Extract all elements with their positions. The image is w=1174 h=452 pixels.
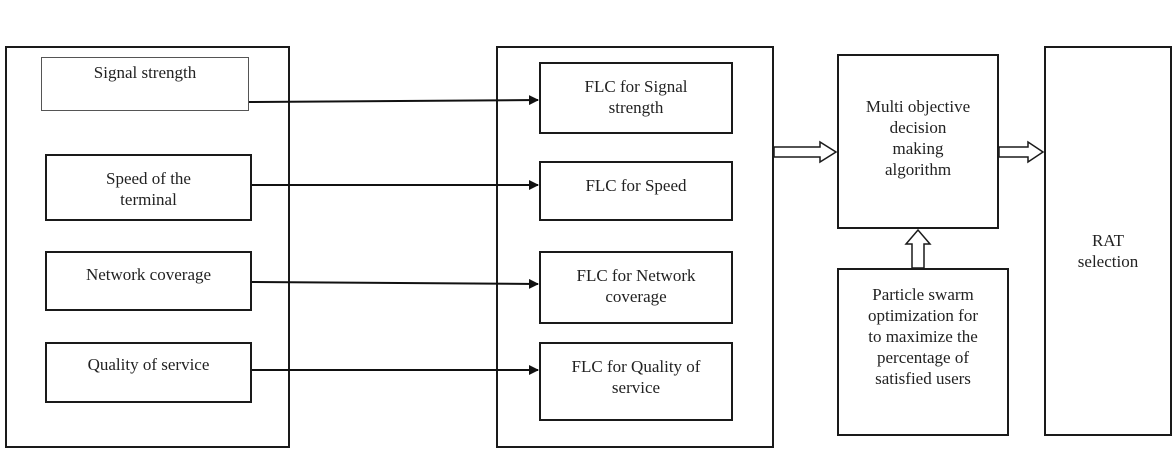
network-coverage-label: Network coverage xyxy=(85,265,212,284)
flc-signal-strength-label: FLC for Signal strength xyxy=(584,77,688,117)
flc-network-coverage-label: FLC for Network coverage xyxy=(576,266,696,306)
decision-algorithm-label: Multi objective decision making algorithm xyxy=(865,97,971,179)
rat-selection-label: RAT selection xyxy=(1077,231,1139,271)
block-arrow-pso-to-decision xyxy=(906,230,930,268)
flc-speed-label: FLC for Speed xyxy=(585,176,687,195)
arrow-signal-to-flc xyxy=(249,100,538,102)
arrow-coverage-to-flc xyxy=(252,282,538,284)
speed-of-terminal-label: Speed of the terminal xyxy=(106,169,191,209)
block-arrow-decision-to-rat xyxy=(999,142,1043,162)
block-arrow-flc-to-decision xyxy=(774,142,836,162)
quality-of-service-label: Quality of service xyxy=(87,355,210,374)
pso-label: Particle swarm optimization for to maximize the percentage of satisfied users xyxy=(867,285,978,388)
flc-quality-of-service-label: FLC for Quality of service xyxy=(571,357,701,397)
signal-strength-label: Signal strength xyxy=(93,63,197,82)
